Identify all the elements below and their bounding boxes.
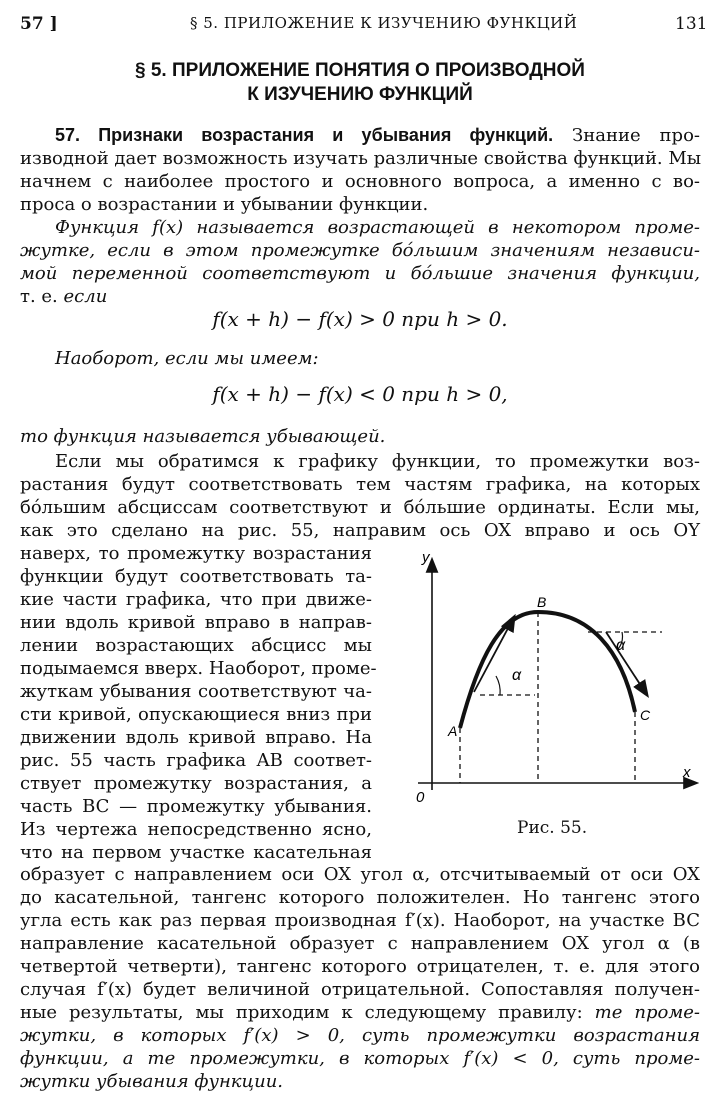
- paragraph-2-full-line-1: образует с направлением оси OX угол α, отсчитываемый от оси OX: [20, 864, 700, 885]
- column-line-9: движении вдоль кривой вправо. На: [20, 727, 372, 748]
- rule-intro: ные результаты, мы приходим к следующему правилу:: [20, 1002, 583, 1023]
- figure-55: [400, 540, 710, 815]
- column-line-13: Из чертежа непосредственно ясно,: [20, 819, 372, 840]
- paragraph-1-line-3: начнем с наиболее простого и основного вопроса, а именно с во-: [20, 171, 700, 192]
- column-line-4: нии вдоль кривой вправо в направ-: [20, 612, 372, 633]
- rule-start: те проме-: [582, 1002, 700, 1023]
- column-line-2: функции будут соответствовать та-: [20, 566, 372, 587]
- rule-line-3: жутки убывания функции.: [20, 1071, 284, 1092]
- paragraph-2-line-1: Если мы обратимся к графику функции, то промежутки воз-: [55, 451, 700, 472]
- paragraph-2-line-4: как это сделано на рис. 55, направим ось OX вправо и ось OY: [20, 520, 700, 541]
- paragraph-2-line-3: бо́льшим абсциссам соответствуют и бо́льшие ординаты. Если мы,: [20, 497, 700, 518]
- header-section-number: 57 ]: [20, 14, 58, 34]
- angle-arc-ab: [496, 676, 500, 695]
- column-line-10: рис. 55 часть графика AB соответ-: [20, 750, 372, 771]
- paragraph-2-full-line-7: [20, 1002, 700, 1024]
- definition-if: если: [63, 286, 108, 307]
- column-line-8: сти кривой, опускающиеся вниз при: [20, 704, 372, 725]
- label-origin: 0: [416, 789, 425, 806]
- paragraph-2-full-line-5: четвертой четверти), тангенс которого отрицателен, т. е. для этого: [20, 956, 700, 977]
- column-line-3: кие части графика, что при движе-: [20, 589, 372, 610]
- column-line-6: подымаемся вверх. Наоборот, проме-: [20, 658, 377, 679]
- paragraph-2-full-line-3: угла есть как раз первая производная f′(x). Наоборот, на участке BC: [20, 910, 700, 931]
- paragraph-1-line-4: проса о возрастании и убывании функции.: [20, 194, 429, 215]
- paragraph-2-full-line-6: случая f′(x) будет величиной отрицательной. Сопоставляя получен-: [20, 979, 700, 1000]
- decreasing-definition: то функция называется убывающей.: [20, 426, 386, 447]
- definition-line-2: жутке, если в этом промежутке бо́льшим значениям независи-: [20, 240, 700, 261]
- paragraph-2-full-line-2: до касательной, тангенс которого положителен. Но тангенс этого: [20, 887, 700, 908]
- section-title-line-1: § 5. ПРИЛОЖЕНИЕ ПОНЯТИЯ О ПРОИЗВОДНОЙ: [135, 60, 585, 81]
- label-alpha-ab: α: [512, 667, 522, 684]
- label-alpha-bc: α: [616, 637, 626, 654]
- column-line-5: лении возрастающих абсцисс мы: [20, 635, 372, 656]
- paragraph-1-line-1-rest: Знание про-: [553, 125, 700, 146]
- paragraph-1-line-2: изводной дает возможность изучать различные свойства функций. Мы: [20, 148, 702, 169]
- column-line-7: жуткам убывания соответствуют ча-: [20, 681, 372, 702]
- converse-statement: Наоборот, если мы имеем:: [55, 348, 319, 369]
- label-b: B: [537, 594, 547, 610]
- column-line-14: что на первом участке касательная: [20, 842, 372, 863]
- column-line-11: ствует промежутку возрастания, а: [20, 773, 372, 794]
- page-number: 131: [675, 14, 708, 34]
- section-title-line-2: К ИЗУЧЕНИЮ ФУНКЦИЙ: [247, 84, 473, 105]
- label-a: A: [448, 723, 458, 739]
- formula-increasing: f(x + h) − f(x) > 0 при h > 0.: [212, 307, 508, 331]
- label-x: x: [683, 764, 691, 781]
- figure-caption: Рис. 55.: [517, 818, 588, 838]
- paragraph-2-line-2: растания будут соответствовать тем частям графика, на которых: [20, 474, 700, 495]
- paragraph-1-line-1: [55, 124, 700, 147]
- definition-prefix: т. е.: [20, 286, 64, 307]
- rule-line-2: функции, а те промежутки, в которых f′(x) < 0, суть проме-: [20, 1048, 700, 1069]
- definition-line-1: Функция f(x) называется возрастающей в некотором проме-: [55, 217, 700, 238]
- formula-decreasing: f(x + h) − f(x) < 0 при h > 0,: [212, 382, 508, 406]
- label-c: C: [640, 707, 651, 723]
- definition-line-3: мой переменной соответствуют и бо́льшие значения функции,: [20, 263, 700, 284]
- rule-line-1: жутки, в которых f′(x) > 0, суть промежутки возрастания: [20, 1025, 700, 1046]
- paragraph-2-full-line-4: направление касательной образует с направлением OX угол α (в: [20, 933, 700, 954]
- tangent-arrow-ab: [474, 617, 514, 692]
- header-running-title: § 5. ПРИЛОЖЕНИЕ К ИЗУЧЕНИЮ ФУНКЦИЙ: [190, 14, 578, 32]
- column-line-1: наверх, то промежутку возрастания: [20, 543, 372, 564]
- subsection-heading: 57. Признаки возрастания и убывания функций.: [55, 125, 554, 145]
- label-y: y: [422, 549, 430, 566]
- definition-line-4: [20, 286, 700, 308]
- column-line-12: часть BC — промежутку убывания.: [20, 796, 372, 817]
